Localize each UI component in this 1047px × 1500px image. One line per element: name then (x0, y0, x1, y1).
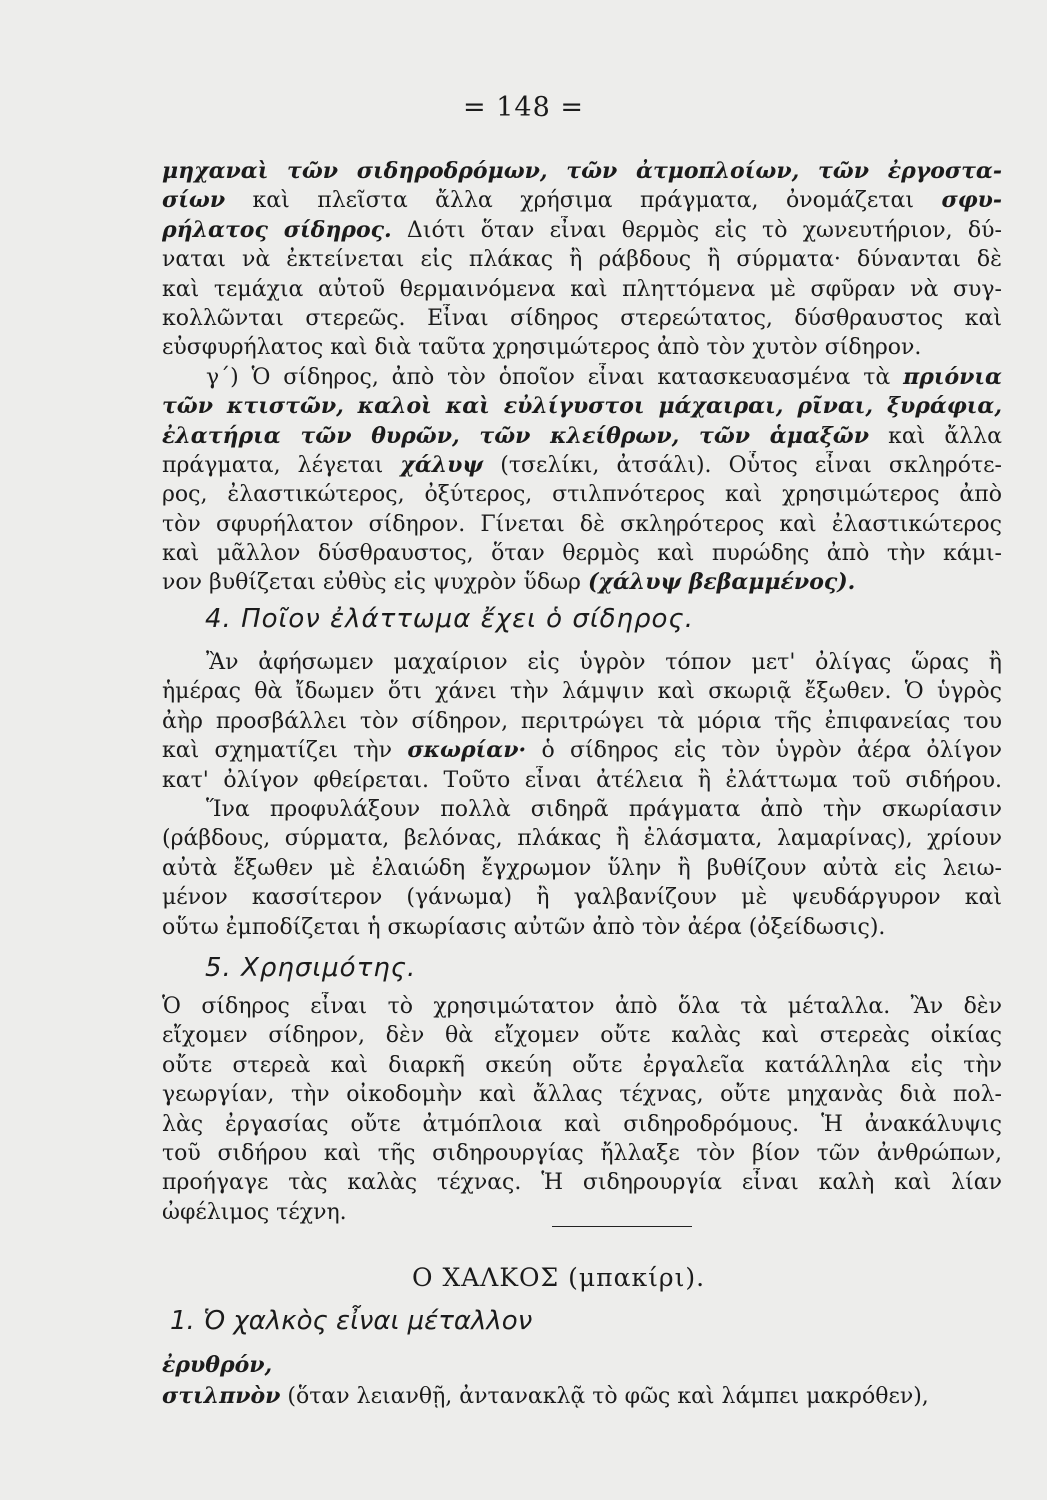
sub-heading-copper-metal: 1. Ὁ χαλκὸς εἶναι μέταλλον (170, 1306, 533, 1336)
text-run: πράγματα, λέγεται (162, 452, 401, 478)
property-shiny: στιλπνὸν (162, 1383, 281, 1409)
text-line (162, 245, 1002, 274)
text-run: ἐλατήρια τῶν θυρῶν, τῶν κλείθρων, τῶν ἁμαξῶν (162, 422, 869, 449)
text-line (162, 451, 1002, 480)
text-line (162, 333, 1002, 362)
text-line (162, 992, 1002, 1021)
text-run: Ὁ σίδηρος εἶναι τὸ χρησιμώτατον ἀπὸ ὅλα τὰ μέταλλα. Ἂν δὲν (162, 994, 1002, 1019)
text-line (162, 1051, 1002, 1080)
text-line (162, 1168, 1002, 1197)
divider-rule (552, 1226, 692, 1227)
text-line (162, 568, 1002, 597)
text-run: Ἂν ἀφήσωμεν μαχαίριον εἰς ὑγρὸν τόπον μετ' ὀλίγας ὥρας ἢ (206, 650, 1002, 675)
text-run: καὶ σχηματίζει τὴν (162, 738, 408, 764)
text-line (162, 363, 1002, 392)
text-run: σφυ- (941, 187, 1002, 214)
section-heading-5: 5. Χρησιμότης. (205, 953, 417, 983)
text-run: καὶ πλεῖστα ἄλλα χρήσιμα πράγματα, ὀνομάζεται (225, 188, 942, 214)
text-run: νον βυθίζεται εὐθὺς εἰς ψυχρὸν ὕδωρ (162, 570, 588, 596)
paragraph-wrought-iron (162, 157, 1002, 598)
text-run: εἴχομεν σίδηρον, δὲν θὰ εἴχομεν οὔτε καλὰς καὶ στερεὰς οἰκίας (162, 1023, 1002, 1049)
text-run: ἡμέρας θὰ ἴδωμεν ὅτι χάνει τὴν λάμψιν καὶ σκωριᾷ ἔξωθεν. Ὁ ὑγρὸς (162, 679, 1002, 705)
text-run: καὶ τεμάχια αὐτοῦ θερμαινόμενα καὶ πληττόμενα μὲ σφῦραν νὰ συγ- (162, 276, 1002, 302)
text-run: τῶν κτιστῶν, καλοὶ καὶ εὐλίγυστοι μάχαιραι, ρῖναι, ξυράφια, (162, 393, 1002, 420)
text-line (162, 422, 1002, 451)
text-run: Ἵνα προφυλάξουν πολλὰ σιδηρᾶ πράγματα ἀπὸ τὴν σκωρίασιν (206, 796, 1002, 822)
text-line (162, 1110, 1002, 1139)
text-run: χάλυψ (400, 451, 484, 478)
text-line (162, 1080, 1002, 1109)
text-run: τοῦ σιδήρου καὶ τῆς σιδηρουργίας ἤλλαξε τὸν βίον τῶν ἀνθρώπων, (162, 1140, 1002, 1166)
text-run: πριόνια (903, 363, 1002, 390)
section-heading-4: 4. Ποῖον ἐλάττωμα ἔχει ὁ σίδηρος. (205, 604, 694, 634)
text-run: καὶ μᾶλλον δύσθραυστος, ὅταν θερμὸς καὶ πυρώδης ἀπὸ τὴν κάμι- (162, 541, 1002, 567)
property-line-shiny (162, 1383, 1002, 1409)
text-run: ὁ σίδηρος εἰς τὸν ὑγρὸν ἀέρα ὀλίγον (526, 738, 1002, 764)
text-line (162, 157, 1002, 186)
text-run: αὐτὰ ἔξωθεν μὲ ἐλαιώδη ἔγχρωμον ὕλην ἢ βυθίζουν αὐτὰ εἰς λειω- (162, 855, 1002, 881)
text-run: (ράβδους, σύρματα, βελόνας, πλάκας ἢ ἐλάσματα, λαμαρίνας), χρίουν (162, 826, 1002, 852)
text-line (162, 677, 1002, 706)
property-red: ἐρυθρόν, (162, 1352, 273, 1378)
text-run: (τσελίκι, ἀτσάλι). Οὗτος εἶναι σκληρότε- (483, 452, 1002, 478)
property-line-red (162, 1352, 1002, 1378)
text-run: σκωρίαν· (407, 737, 527, 764)
text-run: Διότι ὅταν εἶναι θερμὸς εἰς τὸ χωνευτήριον, δύ- (391, 217, 1002, 243)
text-run: κολλῶνται στερεῶς. Εἶναι σίδηρος στερεώτατος, δύσθραυστος καὶ (162, 305, 1002, 331)
text-line (162, 883, 1002, 912)
text-line (162, 1198, 1002, 1227)
text-run: λὰς ἐργασίας οὔτε ἀτμόπλοια καὶ σιδηροδρόμους. Ἡ ἀνακάλυψις (162, 1111, 1002, 1137)
text-line (162, 824, 1002, 853)
text-run: ναται νὰ ἐκτείνεται εἰς πλάκας ἢ ράβδους ἢ σύρματα· δύνανται δὲ (162, 247, 1002, 273)
text-line (162, 510, 1002, 539)
property-shiny-desc: (ὅταν λειανθῇ, ἀντανακλᾷ τὸ φῶς καὶ λάμπει μακρόθεν), (280, 1384, 929, 1409)
text-line (162, 854, 1002, 883)
text-run: γ΄) Ὁ σίδηρος, ἀπὸ τὸν ὁποῖον εἶναι κατασκευασμένα τὰ (206, 364, 904, 390)
text-run: μένον κασσίτερον (γάνωμα) ἢ γαλβανίζουν μὲ ψευδάργυρον καὶ (162, 885, 1002, 911)
text-line (162, 1139, 1002, 1168)
text-run: ὠφέλιμος τέχνη. (162, 1199, 347, 1225)
text-line (162, 1021, 1002, 1050)
text-line (162, 539, 1002, 568)
text-run: ρος, ἐλαστικώτερος, ὀξύτερος, στιλπνότερος καὶ χρησιμώτερος ἀπὸ (162, 482, 1002, 508)
text-line (162, 913, 1002, 942)
chapter-title-copper: Ο ΧΑΛΚΟΣ (μπακίρι). (412, 1263, 706, 1292)
text-line (162, 392, 1002, 421)
text-line (162, 795, 1002, 824)
text-line (162, 216, 1002, 245)
text-line (162, 766, 1002, 795)
text-run: (χάλυψ βεβαμμένος). (587, 569, 856, 596)
text-line (162, 736, 1002, 765)
text-run: προήγαγε τὰς καλὰς τέχνας. Ἡ σιδηρουργία εἶναι καλὴ καὶ λίαν (162, 1170, 1002, 1196)
paragraph-usefulness (162, 992, 1002, 1227)
text-line (162, 648, 1002, 677)
text-line (162, 186, 1002, 215)
text-line (162, 707, 1002, 736)
text-run: σίων (162, 187, 226, 214)
text-run: ἀὴρ προσβάλλει τὸν σίδηρον, περιτρώγει τὰ μόρια τῆς ἐπιφανείας του (162, 708, 1002, 734)
text-line (162, 480, 1002, 509)
page-number: = 148 = (463, 92, 584, 123)
text-run: τὸν σφυρήλατον σίδηρον. Γίνεται δὲ σκληρότερος καὶ ἐλαστικώτερος (162, 511, 1002, 537)
text-run: γεωργίαν, τὴν οἰκοδομὴν καὶ ἄλλας τέχνας, οὔτε μηχανὰς διὰ πολ- (162, 1082, 1002, 1108)
paragraph-rust (162, 648, 1002, 942)
text-run: μηχαναὶ τῶν σιδηροδρόμων, τῶν ἀτμοπλοίων, τῶν ἐργοστα- (162, 158, 1002, 184)
text-run: οὔτε στερεὰ καὶ διαρκῆ σκεύη οὔτε ἐργαλεῖα κατάλληλα εἰς τὴν (162, 1052, 1002, 1078)
text-line (162, 275, 1002, 304)
text-run: οὕτω ἐμποδίζεται ἡ σκωρίασις αὐτῶν ἀπὸ τὸν ἀέρα (ὀξείδωσις). (162, 914, 886, 940)
text-line (162, 304, 1002, 333)
text-run: καὶ ἄλλα (869, 423, 1002, 449)
text-run: ρήλατος σίδηρος. (162, 216, 392, 243)
text-run: εὐσφυρήλατος καὶ διὰ ταῦτα χρησιμώτερος ἀπὸ τὸν χυτὸν σίδηρον. (162, 335, 922, 361)
text-run: κατ' ὀλίγον φθείρεται. Τοῦτο εἶναι ἀτέλεια ἢ ἐλάττωμα τοῦ σιδήρου. (162, 767, 1002, 793)
